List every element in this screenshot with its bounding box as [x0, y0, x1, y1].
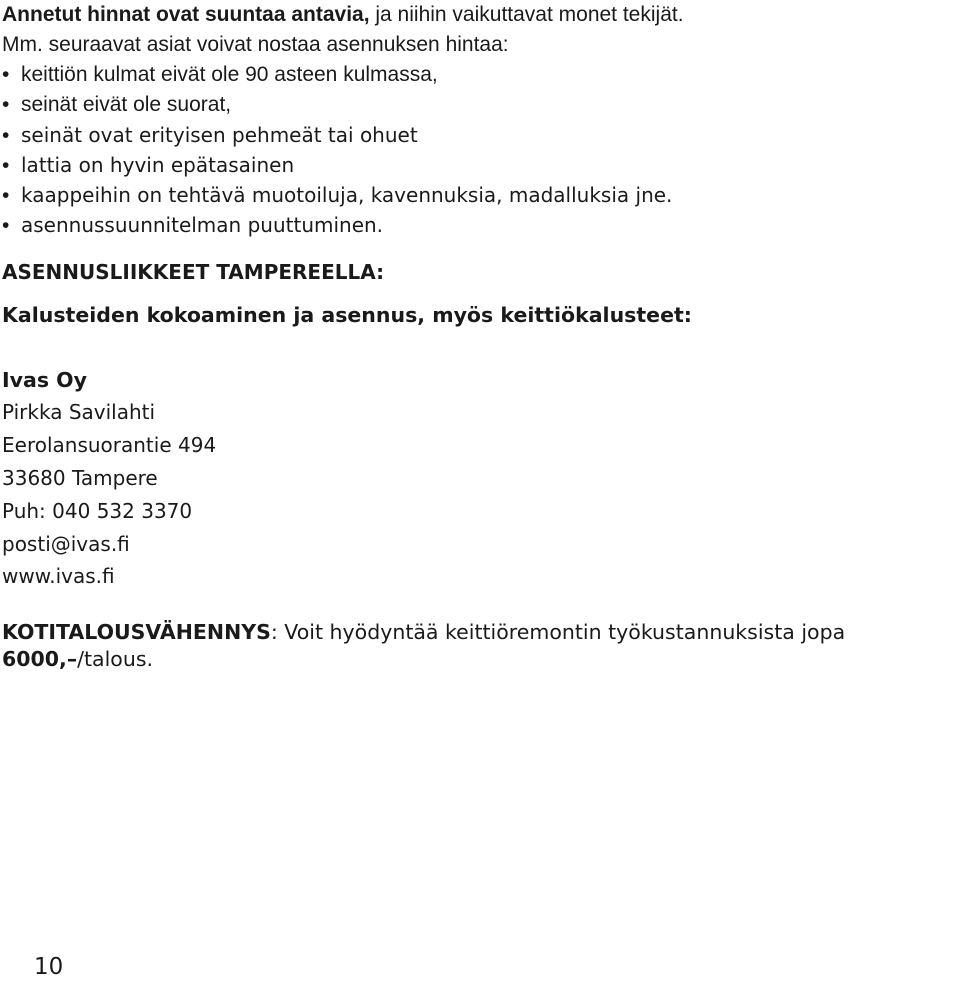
- disclaimer-line-1: [2, 0, 952, 30]
- bullet-icon: •: [2, 184, 10, 207]
- bullet-icon: •: [2, 63, 10, 86]
- cost-factors-list: [2, 60, 952, 240]
- list-item: [2, 90, 952, 120]
- tax-deduction-line-2: [2, 647, 153, 671]
- company-name: Ivas Oy: [2, 368, 87, 392]
- bullet-icon: •: [2, 154, 10, 177]
- tax-deduction-line-1: [2, 620, 845, 644]
- list-item: [2, 120, 952, 150]
- website-address: www.ivas.fi: [2, 564, 115, 588]
- list-item-text: kaappeihin on tehtävä muotoiluja, kavennuksia, madalluksia jne.: [21, 183, 673, 207]
- list-item: [2, 180, 952, 210]
- disclaimer-rest-text: ja niihin vaikuttavat monet tekijät.: [369, 3, 684, 26]
- price-disclaimer: [2, 0, 952, 240]
- list-item-text: asennussuunnitelman puuttuminen.: [21, 213, 384, 237]
- contact-person: Pirkka Savilahti: [2, 400, 156, 424]
- tax-deduction-amount: 6000,–: [2, 647, 78, 671]
- bullet-icon: •: [2, 214, 10, 237]
- disclaimer-bold-text: Annetut hinnat ovat suuntaa antavia,: [2, 3, 370, 26]
- bullet-icon: •: [2, 93, 10, 116]
- tax-deduction-unit: /talous.: [77, 647, 154, 671]
- list-item-text: seinät ovat erityisen pehmeät tai ohuet: [21, 123, 418, 147]
- list-item-text: lattia on hyvin epätasainen: [21, 153, 295, 177]
- disclaimer-line-2: Mm. seuraavat asiat voivat nostaa asennuksen hintaa:: [2, 33, 509, 56]
- tax-deduction-colon: :: [270, 620, 278, 644]
- tax-deduction-label: KOTITALOUSVÄHENNYS: [2, 620, 271, 644]
- list-item: [2, 150, 952, 180]
- phone-number: Puh: 040 532 3370: [2, 499, 193, 523]
- section-subheading: Kalusteiden kokoaminen ja asennus, myös keittiökalusteet:: [2, 303, 692, 327]
- postal-address: 33680 Tampere: [2, 466, 158, 490]
- list-item: [2, 60, 952, 90]
- section-heading: ASENNUSLIIKKEET TAMPEREELLA:: [2, 260, 385, 284]
- list-item-text: keittiön kulmat eivät ole 90 asteen kulmassa,: [21, 63, 438, 86]
- tax-deduction-text: Voit hyödyntää keittiöremontin työkustannuksista jopa: [277, 620, 846, 644]
- list-item: [2, 210, 952, 240]
- list-item-text: seinät eivät ole suorat,: [21, 93, 232, 116]
- bullet-icon: •: [2, 124, 10, 147]
- email-address: posti@ivas.fi: [2, 532, 130, 556]
- street-address: Eerolansuorantie 494: [2, 433, 217, 457]
- page-number: 10: [34, 954, 64, 980]
